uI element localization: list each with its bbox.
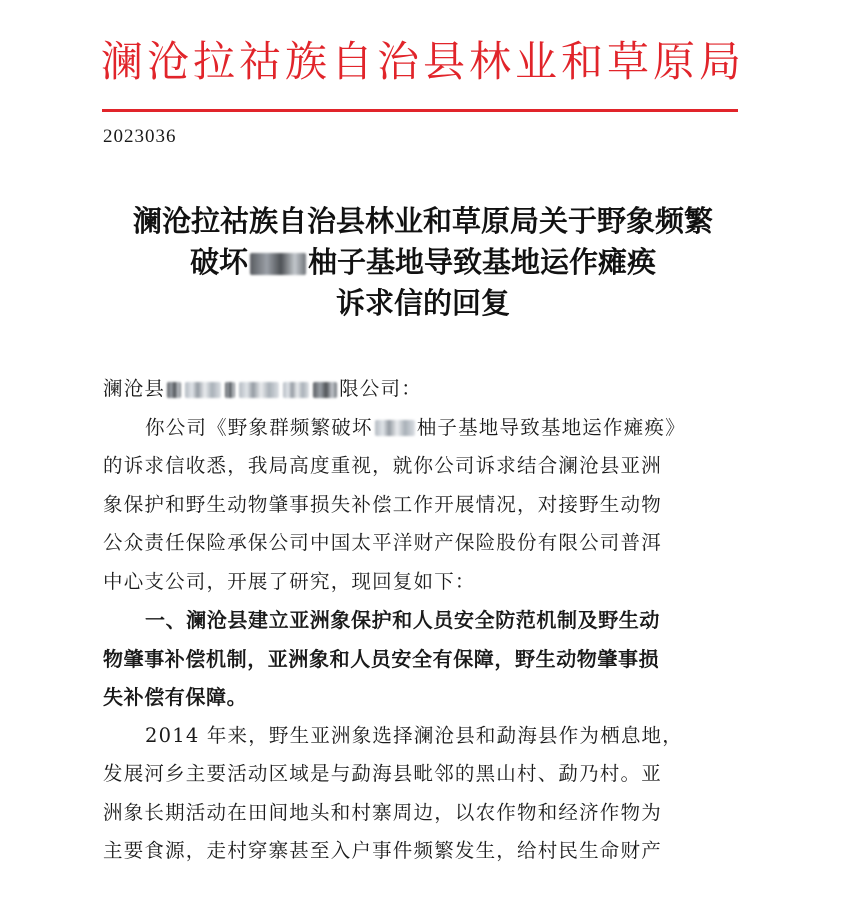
redacted-mark [283, 382, 309, 398]
paragraph-line: 象保护和野生动物肇事损失补偿工作开展情况，对接野生动物 [103, 492, 662, 516]
title-line-2-end: 柚子基地导致基地运作瘫痪 [308, 245, 657, 279]
title-line-2 [0, 242, 846, 283]
document-number: 2023036 [103, 126, 177, 147]
paragraph-line: 主要食源，走村穿寨甚至入户事件频繁发生，给村民生命财产 [103, 839, 662, 862]
document-title [0, 201, 846, 324]
salutation-prefix: 澜沧县 [103, 377, 166, 400]
letterhead-red-rule [102, 109, 738, 112]
redacted-mark [185, 382, 221, 398]
redacted-mark [313, 382, 337, 398]
section-heading-line: 失补偿有保障。 [103, 685, 248, 709]
redacted-mark [225, 382, 235, 398]
paragraph-line: 洲象长期活动在田间地头和村寨周边，以农作物和经济作物为 [103, 800, 662, 824]
redacted-company-name [375, 420, 415, 436]
paragraph-line: 发展河乡主要活动区域是与勐海县毗邻的黑山村、勐乃村。亚 [103, 762, 662, 785]
letterhead-title: 澜沧拉祜族自治县林业和草原局 [100, 37, 745, 86]
redacted-company-name [250, 253, 306, 275]
salutation-suffix: 限公司： [339, 377, 422, 400]
paragraph-line: 2014 年来，野生亚洲象选择澜沧县和勐海县作为栖息地， [145, 723, 683, 747]
redacted-mark [239, 382, 279, 398]
section-heading-line: 一、澜沧县建立亚洲象保护和人员安全防范机制及野生动 [145, 608, 660, 632]
salutation [103, 370, 748, 409]
paragraph-line: 中心支公司，开展了研究，现回复如下： [103, 569, 476, 593]
paragraph-line [103, 409, 748, 448]
title-line-2-start: 破坏 [189, 245, 248, 279]
title-line-1: 澜沧拉祜族自治县林业和草原局关于野象频繁 [132, 204, 713, 238]
section-heading-line: 物肇事补偿机制，亚洲象和人员安全有保障，野生动物肇事损 [103, 646, 660, 671]
paragraph-text: 柚子基地导致基地运作瘫痪》 [416, 415, 686, 439]
title-line-3: 诉求信的回复 [335, 286, 510, 320]
letter-body [103, 370, 748, 871]
paragraph-text: 你公司《野象群频繁破坏 [145, 415, 373, 439]
paragraph-line: 的诉求信收悉，我局高度重视，就你公司诉求结合澜沧县亚洲 [103, 454, 662, 477]
paragraph-line: 公众责任保险承保公司中国太平洋财产保险股份有限公司普洱 [103, 531, 662, 554]
redacted-mark [167, 382, 181, 398]
